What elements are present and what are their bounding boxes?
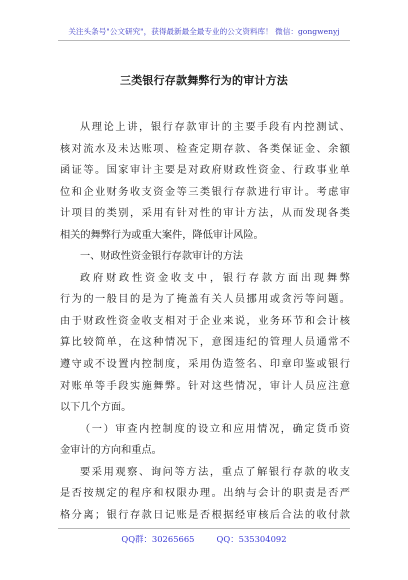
paragraph-line: 核对流水及未达账项、检查定期存款、各类保证金、余额 — [60, 143, 350, 155]
footer-qq-group: QQ群：30265665 — [121, 534, 195, 544]
paragraph-line: 由于财政性资金收支相对于企业来说，业务环节和会计核 — [60, 315, 350, 327]
footer-qq-number: QQ：535304092 — [216, 534, 287, 544]
footer-contact — [0, 533, 408, 545]
document-body — [60, 117, 350, 526]
paragraph-line: 要采用观察、询问等方法，重点了解银行存款的收支 — [80, 466, 350, 478]
paragraph-line: 政府财政性资金收支中，银行存款方面出现舞弊 — [80, 272, 350, 284]
footer-divider — [58, 528, 350, 529]
paragraph-line: 位和企业财务收支资金等三类银行存款进行审计。考虑审 — [60, 186, 350, 198]
paragraph-line: 格分离；银行存款日记账是否根据经审核后合法的收付款 — [60, 509, 350, 521]
paragraph-line: 从理论上讲，银行存款审计的主要手段有内控测试、 — [80, 122, 350, 133]
header-divider — [58, 40, 350, 41]
paragraph-line: 行为的一般目的是为了掩盖有关人员挪用或贪污等问题。 — [60, 294, 350, 306]
section-heading: 一、财政性资金银行存款审计的方法 — [80, 251, 243, 263]
paragraph-line: 是否按规定的程序和权限办理。出纳与会计的职责是否严 — [60, 488, 350, 500]
paragraph-line: 对账单等手段实施舞弊。针对这些情况，审计人员应注意 — [60, 380, 350, 392]
paragraph-line: 计项目的类别，采用有针对性的审计方法，从而发现各类 — [60, 208, 350, 220]
paragraph-line: 相关的舞弊行为或重大案件，降低审计风险。 — [60, 229, 264, 241]
paragraph-line: 金审计的方向和重点。 — [60, 445, 162, 457]
subsection-heading: （一）审查内控制度的设立和应用情况，确定货币资 — [80, 423, 350, 435]
paragraph-line: 算比较简单，在这种情况下，意图违纪的管理人员通常不 — [60, 337, 350, 349]
paragraph-line: 以下几个方面。 — [60, 402, 132, 414]
header-note: 关注头条号"公文研究"，获得最新最全最专业的公文资料库！ 微信：gongwenyj — [68, 27, 340, 36]
paragraph-line: 函证等。国家审计主要是对政府财政性资金、行政事业单 — [60, 165, 350, 177]
paragraph-line: 遵守或不设置内控制度，采用伪造签名、印章印鉴或银行 — [60, 359, 350, 371]
document-title: 三类银行存款舞弊行为的审计方法 — [120, 74, 288, 87]
